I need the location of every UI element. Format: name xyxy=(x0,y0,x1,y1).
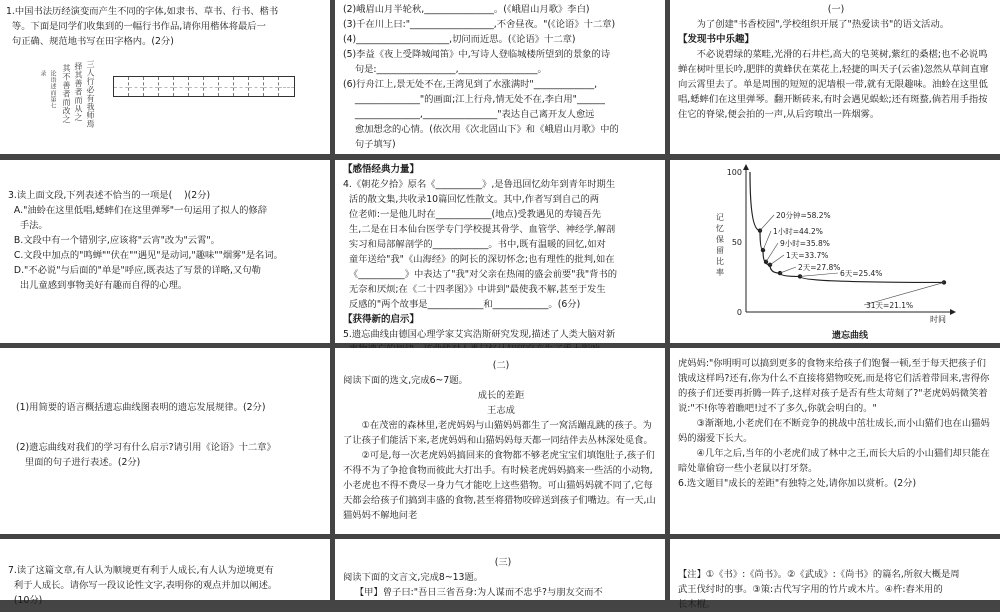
data-point xyxy=(761,248,765,252)
classical-text-line: 【甲】曾子曰:"吾日三省吾身:为人谋而不忠乎?与朋友交而不 xyxy=(343,587,603,598)
data-label-leader xyxy=(780,267,796,273)
data-label: 6天=25.4% xyxy=(840,269,883,278)
note-line-3: 长木棍。 xyxy=(678,599,716,610)
fill-line-6: (6)行舟江上,景无处不在,王湾见到了水涨满时"_____________, xyxy=(343,79,598,90)
data-label-leader xyxy=(763,231,771,250)
x-axis-arrow xyxy=(950,309,956,315)
data-label: 9小时=35.8% xyxy=(780,239,830,248)
data-point xyxy=(764,260,768,264)
q5-sub-1: (1)用简要的语言概括遗忘曲线图表明的遗忘发展规律。(2分) xyxy=(16,402,266,413)
q4-line-5: 实习和局部解剖学的____________。书中,既有温暖的回忆,如对 xyxy=(343,239,606,250)
data-label-leader xyxy=(760,215,774,231)
section-number: (一) xyxy=(827,4,845,15)
q7-line-3: (10分) xyxy=(8,595,43,606)
q3-stem: 3.读上面文段,下列表述不恰当的一项是( )(2分) xyxy=(8,190,211,201)
q4-line-2: 活的散文集,共收录10篇回忆性散文。其中,作者写到自己的两 xyxy=(343,194,600,205)
q3-option-a[interactable]: A."油蛉在这里低唱,蟋蟀们在这里弹琴"一句运用了拟人的修辞 xyxy=(8,205,268,216)
story-paragraph-1: ①在茂密的森林里,老虎妈妈与山猫妈妈都生了一窝活蹦乱跳的孩子。为了让孩子们能活下来,老虎妈妈和山猫妈妈每天都一同结伴去丛林深处觅食。 xyxy=(343,420,653,446)
fill-line-1: (2)峨眉山月半轮秋,_______________。(《峨眉山月歌》李白) xyxy=(343,4,590,15)
y-tick-label: 50 xyxy=(731,238,742,247)
q5-line-1: 5.遗忘曲线由德国心理学家艾宾浩斯研究发现,描述了人类大脑对新 xyxy=(343,329,616,340)
data-label-leader xyxy=(800,273,838,276)
q6-prompt: 6.选文题目"成长的差距"有独特之处,请你加以赏析。(2分) xyxy=(678,478,917,489)
q1-line-1: 1.中国书法历经演变而产生不同的字体,如隶书、草书、行书、楷书 xyxy=(6,6,279,17)
section-two-number: (二) xyxy=(492,360,510,371)
fill-line-4: (5)李益《夜上受降城闻笛》中,写诗人登临城楼所望到的景象的诗 xyxy=(343,49,611,60)
forgetting-curve-chart xyxy=(670,160,1000,343)
note-line-1: 【注】①《书》:《尚书》。②《武成》:《尚书》的篇名,所叙大概是周 xyxy=(678,569,960,580)
classical-instruction: 阅读下面的文言文,完成8~13题。 xyxy=(343,572,484,583)
data-point xyxy=(768,263,772,267)
calligraphy-col-3: 其不善者而改之 xyxy=(62,64,71,124)
q3-option-c[interactable]: C.文段中加点的"鸣蝉""伏在""遇见"是动词,"趣味""烟雾"是名词。 xyxy=(8,250,283,261)
calligraphy-col-1: 三人行必有我师焉 xyxy=(86,60,95,128)
q1-line-3: 句正确、规范地书写在田字格内。(2分) xyxy=(6,36,174,47)
data-label: 20分钟=58.2% xyxy=(776,211,831,220)
story-paragraph-4: ④几年之后,当年的小老虎们成了林中之王,而长大后的小山猫们却只能在暗处靠偷窃一些小老鼠以打牙祭。 xyxy=(678,448,990,474)
q4-line-3: 位老师:一是他儿时在____________(地点)受教遇见的寿镜吾先 xyxy=(343,209,602,220)
q3-option-b[interactable]: B.文段中有一个错别字,应该将"云宵"改为"云霄"。 xyxy=(8,235,220,246)
q4-line-4: 生,二是在日本仙台医学专门学校提其骨学、血管学、神经学,解剖 xyxy=(343,224,616,235)
note-line-2: 武王伐纣时的事。③策:古代写字用的竹片或木片。④杵:舂米用的 xyxy=(678,584,943,595)
data-label: 2天=27.8% xyxy=(798,263,841,272)
y-axis-label-char: 记 xyxy=(716,213,724,222)
q4-line-7: 《__________》中表达了"我"对父亲在热闹的盛会前要"我"背书的 xyxy=(343,269,618,280)
section-heading: 【发现书中乐趣】 xyxy=(678,34,755,45)
y-axis-arrow xyxy=(743,164,749,170)
fill-line-10: 句子填写) xyxy=(343,139,396,150)
fill-line-2: (3)千在川上曰:"__________________,不舍昼夜。"(《论语》十二章) xyxy=(343,19,616,30)
inspiration-heading: 【获得新的启示】 xyxy=(343,314,420,325)
annotation-panel xyxy=(670,539,1000,610)
data-label-leader xyxy=(770,255,784,265)
question-7-panel xyxy=(0,539,330,606)
question-1-panel xyxy=(0,0,330,154)
question-3-panel xyxy=(0,160,330,343)
x-axis-label: 时间 xyxy=(930,315,946,324)
section-three-number: (三) xyxy=(494,557,512,568)
fill-line-7: ______________"的画面;江上行舟,情无处不在,李白用"______ xyxy=(343,94,605,105)
classical-text-panel xyxy=(335,539,665,600)
data-label: 1小时=44.2% xyxy=(773,227,823,236)
q3-option-d[interactable]: D."不必说"与后面的"单是"呼应,既表达了写景的详略,又句勒 xyxy=(8,265,261,276)
question-5-subs-panel xyxy=(0,348,330,534)
reading-activity-panel xyxy=(670,0,1000,154)
story-paragraph-3: ③渐渐地,小老虎们在不断竞争的挑战中茁壮成长,而小山猫们也在山猫妈妈的溺爱下长大。 xyxy=(678,418,990,444)
data-point xyxy=(778,271,782,275)
fill-line-9: 愈加想念的心情。(依次用《次北固山下》和《峨眉山月歌》中的 xyxy=(343,124,619,135)
calligraphy-artwork xyxy=(26,60,106,140)
story-paragraph-2: ②可是,每一次老虎妈妈搞回来的食物都不够老虎宝宝们填饱肚子,孩子们不得不为了争抢食物而彼此大打出手。有时候老虎妈妈搞来一些活的小动物,小老虎也不得不费尽一身力气才能吃上这些猎物。可山猫妈妈就不同了,它每天都会给孩子们搞到丰盛的食物,甚至将猎物咬碎送到孩子们嘴边。有一天,山猫妈妈不解地问老 xyxy=(343,450,656,521)
story-instruction: 阅读下面的选文,完成6~7题。 xyxy=(343,375,468,386)
story-title: 成长的差距 xyxy=(477,390,525,401)
story-author: 王志成 xyxy=(487,405,515,416)
q4-line-6: 童年送给"我"《山海经》的阿长的深切怀念;也有理性的批判,如在 xyxy=(343,254,615,265)
story-paragraph-2-cont: 虎妈妈:"你明明可以搞到更多的食物来给孩子们饱餐一顿,至于每天把孩子们饿成这样吗?还有,你为什么不直接将猎物咬死,而是将它们活着带回来,害得你的孩子们还要再折腾一阵子,这样对孩子是否有些太苛刻了?"老虎妈妈微笑着说:"不!你等着瞧吧!过不了多久,你就会明白的。" xyxy=(678,358,990,414)
excerpt-paragraph: 不必说碧绿的菜畦,光滑的石井栏,高大的皂荚树,紫红的桑椹;也不必说鸣蝉在树叶里长吟,肥胖的黄蜂伏在菜花上,轻捷的叫天子(云雀)忽然从草间直窜向云霄里去了。单是周围的短短的泥墙根一带,就有无限趣味。油蛉在这里低唱,蟋蟀们在这里弹琴。翻开断砖来,有时会遇见蜈蚣;还有斑蝥,倘若用手指按住它的脊梁,便会拍的一声,从后窍喷出一阵烟雾。 xyxy=(678,49,989,120)
fill-line-8: ______________,________________"表达自己离开友人愈远 xyxy=(343,109,595,120)
q4-line-9: 反感的"两个故事是____________和____________。(6分) xyxy=(343,299,581,310)
q4-line-1: 4.《朝花夕拾》原名《__________》,是鲁迅回忆幼年到青年时期生 xyxy=(343,179,616,190)
classics-panel xyxy=(335,160,665,343)
y-axis-label-char: 率 xyxy=(716,268,724,277)
fill-in-blanks-panel xyxy=(335,0,665,154)
q5-sub-2-cont: 里面的句子进行表述。(2分) xyxy=(16,457,141,468)
y-axis-label-char: 比 xyxy=(716,257,724,266)
activity-intro: 为了创建"书香校园",学校组织开展了"热爱读书"的语文活动。 xyxy=(696,19,950,30)
data-label-leader xyxy=(766,243,778,262)
y-axis-label-char: 忆 xyxy=(716,224,724,233)
classics-heading: 【感悟经典力量】 xyxy=(343,164,420,175)
q3-option-a-cont: 手法。 xyxy=(8,220,48,231)
calligraphy-col-5: 录 xyxy=(39,70,46,77)
forgetting-curve-panel xyxy=(670,160,1000,343)
q4-line-8: 无奈和厌烦;在《二十四孝图》》中讲到"最使我不解,甚至于发生 xyxy=(343,284,606,295)
fill-line-3: (4)____________________,切问而近思。(《论语》十二章) xyxy=(343,34,576,45)
data-label: 31天=21.1% xyxy=(866,301,914,310)
calligraphy-col-4: 论语述而第七 xyxy=(49,70,56,109)
y-axis-label-char: 留 xyxy=(716,246,724,255)
q7-line-1: 7.读了这篇文章,有人认为顺境更有利于人成长,有人认为逆境更有 xyxy=(8,565,274,576)
calligraphy-col-2: 择其善者而从之 xyxy=(74,62,83,122)
fill-line-5: 句是:_________________,_________________。 xyxy=(343,64,547,75)
y-axis-label-char: 保 xyxy=(716,235,724,244)
y-tick-label: 100 xyxy=(726,168,742,177)
chart-title: 遗忘曲线 xyxy=(831,331,869,341)
q7-line-2: 利于人成长。请你写一段议论性文字,表明你的观点并加以阐述。 xyxy=(8,580,278,591)
q1-line-2: 等。下面是同学们收集到的一幅行书作品,请你用楷体将最后一 xyxy=(6,21,266,32)
story-part-2-panel xyxy=(670,348,1000,534)
q3-option-d-cont: 出儿童感到事物美好有趣而自得的心理。 xyxy=(8,280,188,291)
y-tick-label: 0 xyxy=(736,308,742,317)
q5-sub-2: (2)遗忘曲线对我们的学习有什么启示?请引用《论语》十二章》 xyxy=(16,442,276,453)
data-label: 1天=33.7% xyxy=(786,251,829,260)
story-part-1-panel xyxy=(335,348,665,534)
writing-grid[interactable] xyxy=(113,76,295,97)
